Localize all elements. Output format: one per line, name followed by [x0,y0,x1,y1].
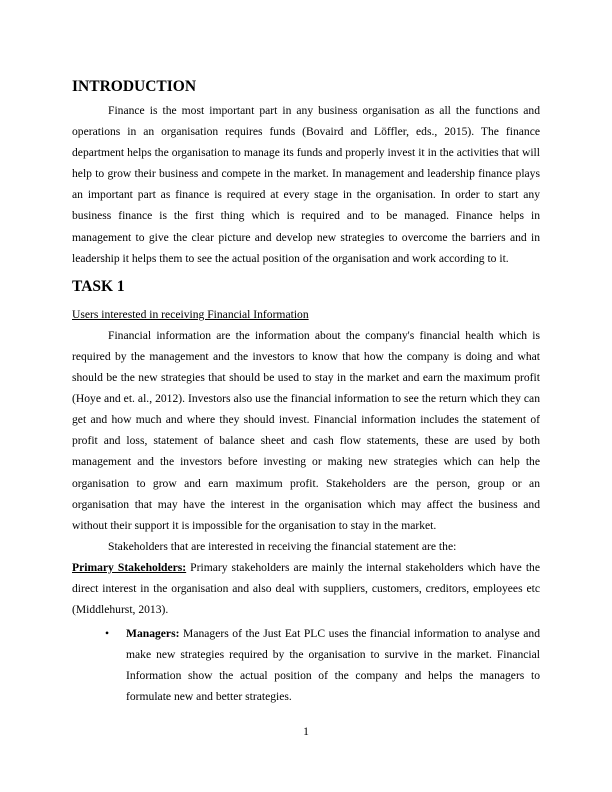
primary-stakeholders-paragraph [72,557,540,620]
task1-subheading [72,304,540,325]
introduction-heading: INTRODUCTION [72,78,197,95]
introduction-paragraph: Finance is the most important part in any business organisation as all the functions and operations in an organisation requires funds (Bovaird and Löffler, eds., 2015). The finance department helps the organisation to manage its funds and properly invest it in the activities that will help to grow their business and compete in the market. In management and leadership finance plays an important part as finance is required at every stage in the organisation. In order to start any business finance is the first thing which is required and to be managed. Finance helps in management to give the clear picture and develop new strategies to overcome the barriers and in leadership it helps them to see the actual position of the organisation and work according to it. [72,104,540,265]
task1-heading: TASK 1 [72,277,125,295]
managers-paragraph [126,623,540,707]
managers-text: Managers of the Just Eat PLC uses the financial information to analyse and make new strategies required by the organisation to survive in the market. Financial Information show the actual position of the company and helps the managers to formulate new and better strategies. [126,627,540,704]
bullet-icon: • [105,627,110,641]
financial-information-paragraph: Financial information are the information about the company's financial health which is required by the management and the investors to know that how the company is doing and what should be the new strategies that should be used to stay in the market and earn the maximum profit (Hoye and et. al., 2012). Investors also use the financial information to see the return which they can get and how much and where they should invest. Financial information includes the statement of profit and loss, statement of balance sheet and cash flow statements, these are used by both management and the investors before investing or making new strategies which can help the organisation to grow and earn maximum profit. Stakeholders are the person, group or an organisation that may have the interest in the organisation which may affect the business and without their support it is impossible for the organisation to stay in the market. [72,328,540,532]
task1-subheading-text: Users interested in receiving Financial Information [72,307,309,321]
managers-label: Managers: [126,627,180,641]
bullet-list-item [72,623,540,707]
primary-stakeholders-text: Primary stakeholders are mainly the internal stakeholders which have the direct interest in the organisation and also deal with suppliers, customers, creditors, employees etc (Middlehurst, 2013). [72,560,540,617]
page-number: 1 [303,725,309,738]
document-page [72,78,540,708]
stakeholders-intro-paragraph: Stakeholders that are interested in receiving the financial statement are the: [108,539,457,553]
primary-stakeholders-label: Primary Stakeholders: [72,560,187,574]
